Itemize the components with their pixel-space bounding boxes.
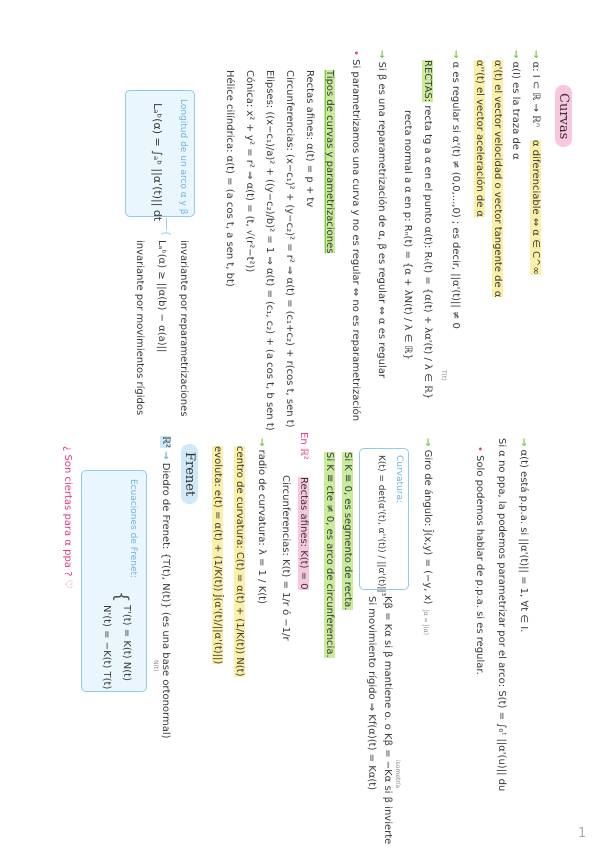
longitud-box <box>125 90 195 222</box>
tn-note: T(t) <box>440 370 447 381</box>
jo-note: Ĵα = Ĵ(α) <box>422 610 429 635</box>
kc-text: Si K ≡ cte ≠ 0, es arco de circunferencia. <box>324 452 335 658</box>
arrow-icon: → <box>376 50 387 59</box>
curvatura-formula: K(t) = det(α'(t), α''(t)) / ||α'(t)||³ <box>376 455 386 597</box>
centro-row <box>233 446 245 677</box>
curvas-line-6 <box>449 50 461 329</box>
arrow-icon: → <box>256 438 267 447</box>
frenet-diedro-row <box>159 436 171 739</box>
brace-icon: { <box>111 591 132 603</box>
noreg-text: Si parametrizamos una curva y no es regular ⇔ no es reparametrización <box>350 59 361 422</box>
tipo-conica: Cónica: x² + y² = r² ⇒ α(t) = (t, √(r²−t²)) <box>244 70 255 273</box>
frenet-title-row <box>181 444 197 504</box>
ppa-text-2: Si α no ppa, la podemos parametrizar por el arco: S(t) = ∫₀ᵗ ||α'(u)|| du <box>496 438 507 792</box>
longitud-formula: Lₐᵇ(α) = ∫ₐᵇ ||α'(t)|| dt <box>151 103 164 222</box>
invariante-3: invariante por movimientos rígidos <box>134 240 145 416</box>
evoluta-row <box>211 446 223 664</box>
recta-tangente-text: recta tg a α en el punto α(t): Rₜ(t) = {α(t) + λα'(t) / λ ∈ ℝ} <box>422 105 433 400</box>
recta-normal-text: recta normal a α en p: Rₙ(t) = {α + λN(t) / λ ∈ ℝ} <box>402 110 413 360</box>
evoluta-text: evoluta: e(t) = α(t) + (1/K(t)) Ĵ(α'(t)/||α'(t)||) <box>212 446 223 665</box>
curvas-line-5 <box>473 60 485 217</box>
curvas-title: Curvas <box>555 85 572 147</box>
diedro-text: Diedro de Frenet: {T(t), N(t)} (es una base ortonormal) <box>160 462 171 739</box>
ppa-text-3: Solo podemos hablar de p.p.a. si es regular. <box>474 455 485 675</box>
reparam-text: Si β es una reparametrización de α, β es regular ⇔ α es regular <box>376 61 387 378</box>
ppa-row-1 <box>517 438 529 632</box>
curvas-line-3 <box>509 50 521 160</box>
angulo-text: Giro de ángulo: Ĵ(x,y) = (−y, x) <box>422 449 433 605</box>
noreg-row <box>349 50 361 421</box>
regular-text: α es regular si α'(t) ≠ (0,0,...,0) ; es decir, ||α'(t)|| ≠ 0 <box>450 61 461 329</box>
tipo-circunferencias: Circunferencias: (x−c₁)² + (y−c₂)² = r² ⇒ α(t) = (c₁+c₂) + r(cos t, sen t) <box>284 70 295 428</box>
tipo-rectas: Rectas afines: α(t) = p + tv <box>304 70 315 208</box>
tipos-title: Tipos de curvas y parametrizaciones <box>324 70 335 254</box>
kb-row: Kβ = Kα si β mantiene o. o Kβ = −Kα si β invierte <box>382 596 393 845</box>
angulo-row <box>421 438 433 604</box>
frenet-eq-2: N'(t) = −K(t) T(t) <box>101 605 112 690</box>
heart-icon: ♡ <box>62 579 73 589</box>
radio-text: radio de curvatura: λ = 1 / K(t) <box>256 449 267 604</box>
k0-text: Si K ≡ 0, es segmento de recta. <box>342 452 353 611</box>
pregunta-row <box>61 446 73 589</box>
velocidad-text: α'(t) el vector velocidad o vector tangente de α <box>492 60 503 298</box>
traza-text: α(I) es la traza de α <box>510 61 521 160</box>
arrow-icon: → <box>422 438 433 447</box>
arrow-icon: → <box>450 50 461 59</box>
pregunta-text: ¿ Son ciertas para α ppa ? <box>62 446 73 577</box>
nt-note: N(t) <box>152 660 159 672</box>
ppa-row-3 <box>473 446 485 675</box>
en-r2-label: En ℝ² <box>298 432 309 460</box>
curvas-line-1 <box>529 50 541 127</box>
rectas-row <box>421 60 433 399</box>
bullet-icon: • <box>474 446 485 452</box>
r2-row <box>297 432 309 590</box>
diferenciable-text: α diferenciable ⇔ α ∈ C^∞ <box>530 140 541 275</box>
arrow-icon: → <box>160 451 171 460</box>
page-number: 1 <box>578 826 587 841</box>
rectas-label: RECTAS: <box>422 60 433 103</box>
invariante-1: invariante por reparametrizaciones <box>178 240 189 417</box>
reparam-row <box>375 50 387 378</box>
tipos-title-row <box>323 70 335 253</box>
ppa-text-1: α(t) está p.p.a. si ||α'(t)|| = 1, ∀t ∈ I. <box>518 449 529 633</box>
ecuaciones-title: Ecuaciones de Frenet: <box>128 479 138 579</box>
radio-row <box>255 438 267 604</box>
branch-line-icon: ──{ <box>160 218 171 237</box>
rectas-afines-k: Rectas afines: K(t) = 0 <box>298 476 309 590</box>
r2-badge: ℝ² <box>160 436 171 448</box>
aceleracion-text: α''(t) el vector aceleración de α <box>474 60 485 218</box>
curvas-title-row <box>555 85 571 147</box>
arrow-icon: → <box>518 438 529 447</box>
kc-row <box>323 452 335 658</box>
k0-row <box>341 452 353 610</box>
domain-text: α: I ⊂ ℝ → ℝⁿ <box>530 61 541 127</box>
iso-note: isometría <box>394 760 401 789</box>
ppa-row-2 <box>495 438 507 791</box>
curvas-line-4 <box>491 60 503 297</box>
curvatura-box <box>359 448 409 597</box>
longitud-title: Longitud de un arco α y β <box>178 99 188 215</box>
arrow-icon: → <box>510 50 521 59</box>
arrow-icon: → <box>530 50 541 59</box>
frenet-equations-box <box>81 470 147 692</box>
invariante-2: Lₐᵇ(α) ≥ ||α(b) − α(a)|| <box>156 240 167 353</box>
centro-text: centro de curvatura: C(t) = α(t) + (1/K(t)) N(t) <box>234 446 245 677</box>
frenet-title: Frenet <box>181 444 198 504</box>
tipo-elipses: Elipses: ((x−c₁)/a)² + ((y−c₂)/b)² = 1 ⇒ α(t) = (c₁, c₂) + (a cos t, b sen t) <box>264 70 275 431</box>
tipo-helice: Hélice cilíndrica: α(t) = (a cos t, a sen t, bt) <box>224 70 235 287</box>
bullet-icon: • <box>350 50 361 56</box>
curvatura-title: Curvatura: <box>394 455 404 504</box>
recta-normal-row <box>401 110 413 360</box>
frenet-eq-1: T'(t) = K(t) N(t) <box>121 605 132 681</box>
mov-row: Si movimiento rígido ⇒ Kf(α)(t) = Kα(t) <box>366 596 377 791</box>
circ-k-row: Circunferencias: K(t) = 1/r ó −1/r <box>280 475 291 641</box>
curvas-line-2 <box>529 140 541 275</box>
